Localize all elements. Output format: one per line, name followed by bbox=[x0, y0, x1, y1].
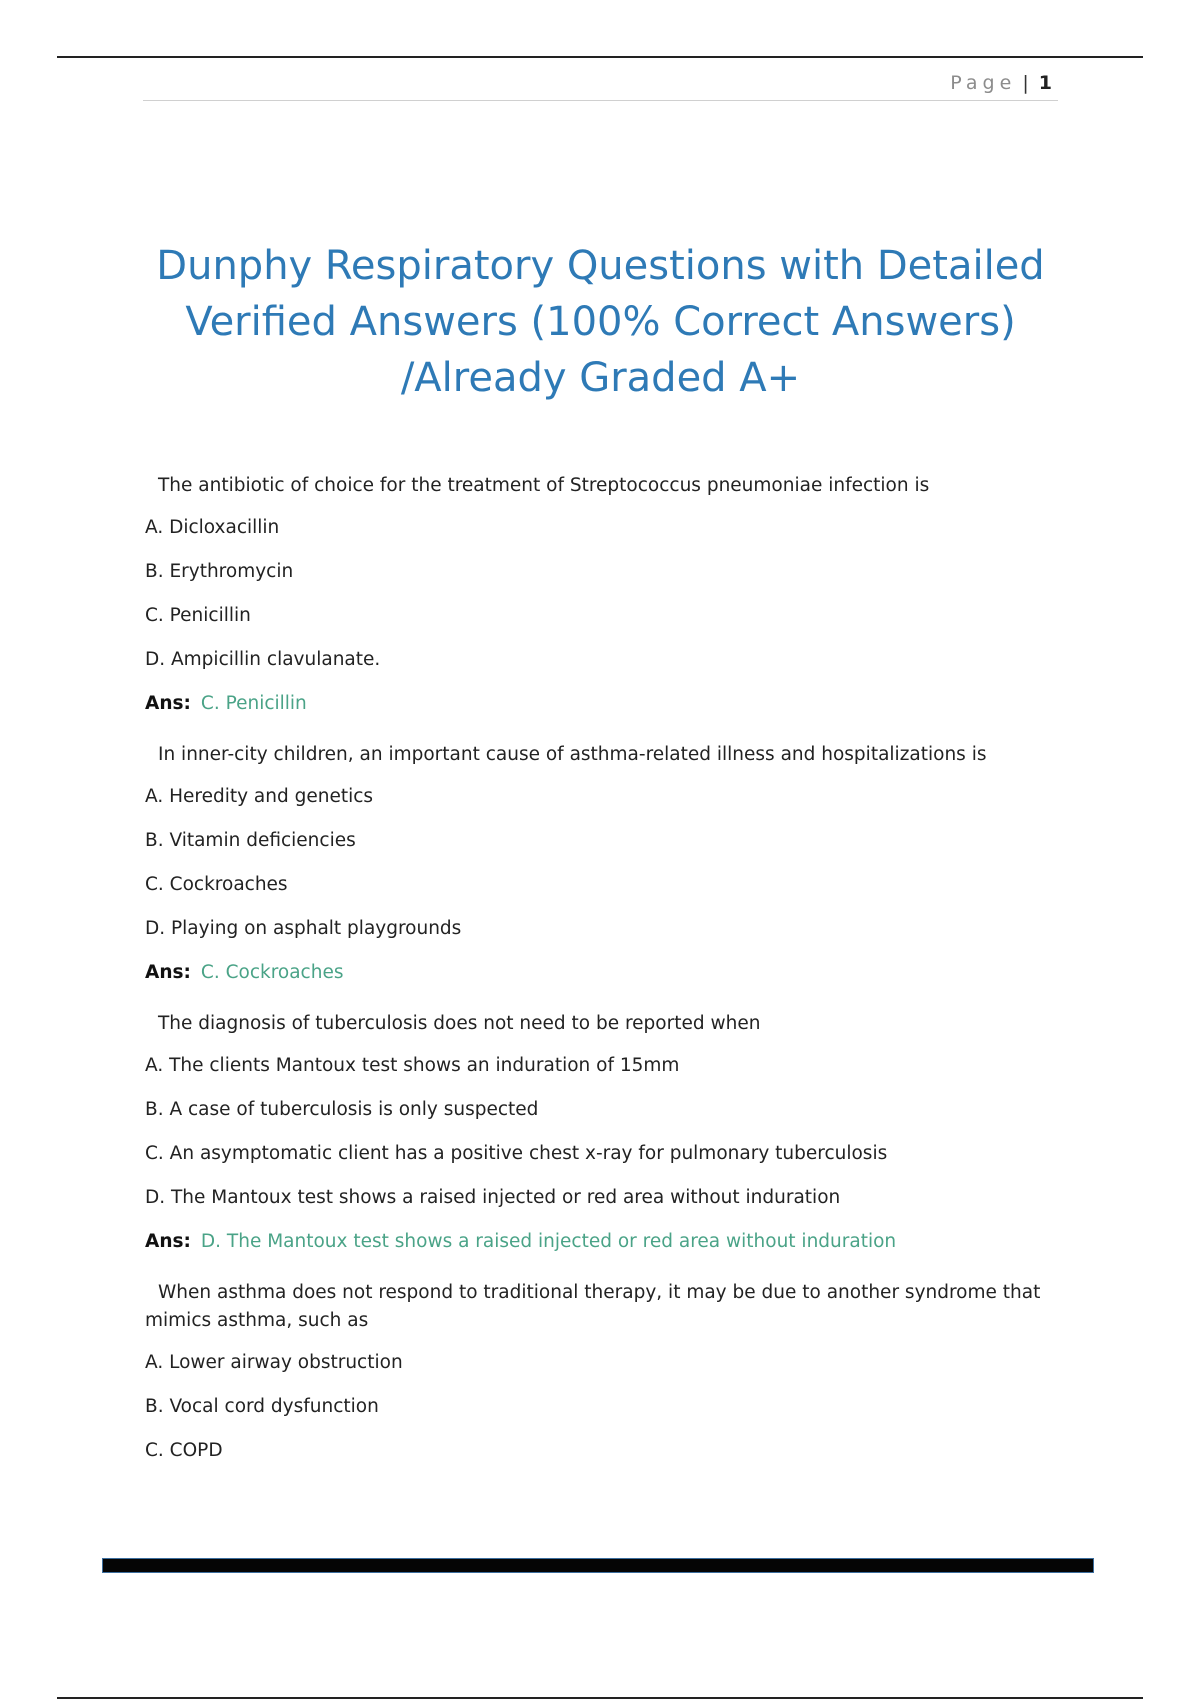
page-number: 1 bbox=[1038, 72, 1052, 94]
option-d: D. Ampicillin clavulanate. bbox=[145, 649, 381, 670]
option-b: B. A case of tuberculosis is only suspected bbox=[145, 1099, 539, 1120]
question-4 bbox=[145, 1279, 1065, 1465]
option-d: D. Playing on asphalt playgrounds bbox=[145, 918, 462, 939]
option-b: B. Vocal cord dysfunction bbox=[145, 1396, 379, 1417]
answer-label: Ans: bbox=[145, 1231, 191, 1252]
answer-value: C. Cockroaches bbox=[200, 962, 344, 983]
top-border-line bbox=[57, 56, 1143, 58]
question-text: In inner-city children, an important cause of asthma-related illness and hospitalizations is bbox=[158, 744, 987, 765]
answer-line bbox=[145, 1228, 1065, 1256]
option-a: A. Heredity and genetics bbox=[145, 786, 374, 807]
option-d: D. The Mantoux test shows a raised injected or red area without induration bbox=[145, 1187, 841, 1208]
question-1 bbox=[145, 472, 1065, 718]
answer-line bbox=[145, 690, 1065, 718]
option-a: A. Lower airway obstruction bbox=[145, 1352, 403, 1373]
answer-value: D. The Mantoux test shows a raised injected or red area without induration bbox=[200, 1231, 897, 1252]
option-b: B. Vitamin deficiencies bbox=[145, 830, 356, 851]
option-c: C. Penicillin bbox=[145, 605, 251, 626]
question-2 bbox=[145, 741, 1065, 987]
page-label: Page bbox=[950, 72, 1017, 94]
footer-bar bbox=[102, 1558, 1094, 1573]
option-c: C. COPD bbox=[145, 1440, 223, 1461]
answer-line bbox=[145, 959, 1065, 987]
question-text: When asthma does not respond to traditional therapy, it may be due to another syndrome that mimics asthma, such as bbox=[145, 1282, 1041, 1331]
page-header bbox=[143, 70, 1058, 101]
option-b: B. Erythromycin bbox=[145, 561, 294, 582]
option-c: C. An asymptomatic client has a positive chest x-ray for pulmonary tuberculosis bbox=[145, 1143, 888, 1164]
question-text: The diagnosis of tuberculosis does not need to be reported when bbox=[158, 1013, 761, 1034]
bottom-border-line bbox=[57, 1697, 1143, 1699]
option-a: A. The clients Mantoux test shows an induration of 15mm bbox=[145, 1055, 680, 1076]
answer-label: Ans: bbox=[145, 962, 191, 983]
option-c: C. Cockroaches bbox=[145, 874, 288, 895]
document-title: Dunphy Respiratory Questions with Detailed Verified Answers (100% Correct Answers) /Already Graded A+ bbox=[156, 243, 1045, 401]
page-separator: | bbox=[1022, 72, 1029, 94]
question-list bbox=[145, 472, 1065, 1488]
question-text: The antibiotic of choice for the treatment of Streptococcus pneumoniae infection is bbox=[158, 475, 930, 496]
question-3 bbox=[145, 1010, 1065, 1256]
option-a: A. Dicloxacillin bbox=[145, 517, 280, 538]
answer-label: Ans: bbox=[145, 693, 191, 714]
answer-value: C. Penicillin bbox=[200, 693, 307, 714]
